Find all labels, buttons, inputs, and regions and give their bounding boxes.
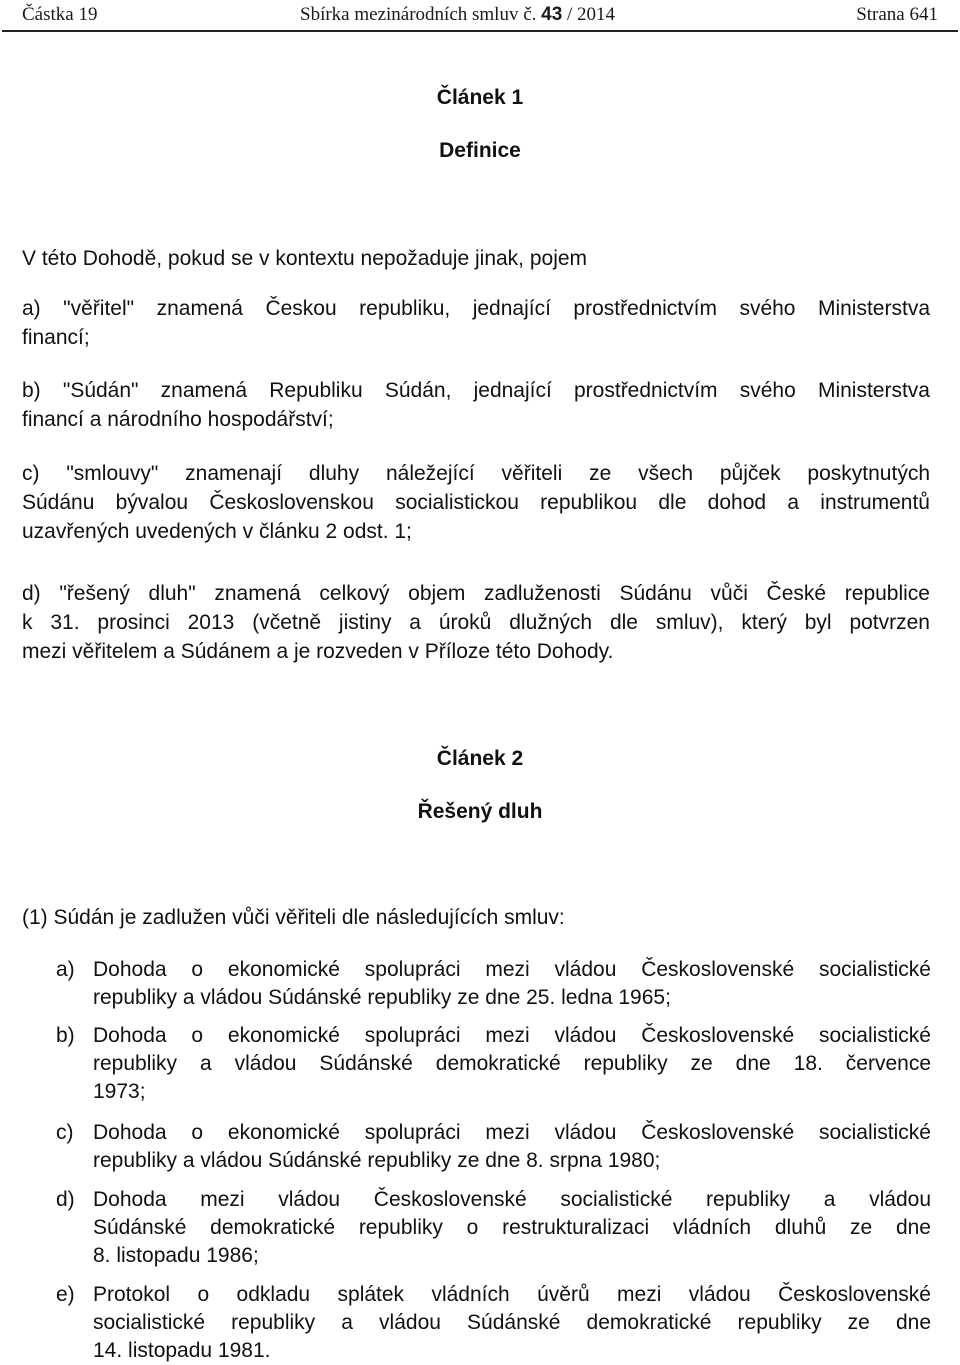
article1-subtitle: Definice: [439, 139, 521, 162]
text-line: c) "smlouvy" znamenají dluhy náležející věřiteli ze všech půjček poskytnutých: [22, 462, 930, 485]
list-item-marker: c): [56, 1121, 74, 1144]
text-line: socialistické republiky a vládou Súdánské demokratické republiky ze dne: [93, 1311, 931, 1334]
list-item-marker: d): [56, 1188, 75, 1211]
text-line: republiky a vládou Súdánské demokratické republiky ze dne 18. července: [93, 1052, 931, 1075]
text-line: Dohoda mezi vládou Československé socialistické republiky a vládou: [93, 1188, 931, 1211]
list-item-marker: b): [56, 1024, 75, 1047]
header-collection-year: / 2014: [567, 4, 616, 25]
text-line: Súdánské demokratické republiky o restrukturalizaci vládních dluhů ze dne: [93, 1216, 931, 1239]
header-page-number: Strana 641: [856, 4, 938, 25]
header-divider: [2, 30, 958, 32]
text-line: financí;: [22, 326, 90, 349]
page-header: [0, 0, 960, 30]
text-line: republiky a vládou Súdánské republiky ze dne 8. srpna 1980;: [93, 1149, 661, 1172]
text-line: Dohoda o ekonomické spolupráci mezi vládou Československé socialistické: [93, 958, 931, 981]
list-item-text: [93, 1186, 931, 1270]
list-item-text: [93, 1022, 931, 1106]
text-line: 8. listopadu 1986;: [93, 1244, 259, 1267]
article2-title: Článek 2: [436, 747, 524, 770]
text-line: Protokol o odkladu splátek vládních úvěrů mezi vládou Československé: [93, 1283, 931, 1306]
text-line: k 31. prosinci 2013 (včetně jistiny a úroků dlužných dle smluv), který byl potvrzen: [22, 611, 930, 634]
text-line: 1973;: [93, 1080, 146, 1103]
definition-b: [22, 376, 930, 434]
list-item-marker: e): [56, 1283, 75, 1306]
text-line: uzavřených uvedených v článku 2 odst. 1;: [22, 520, 412, 543]
text-line: Dohoda o ekonomické spolupráci mezi vládou Československé socialistické: [93, 1121, 931, 1144]
list-item-marker: a): [56, 958, 75, 981]
text-line: b) "Súdán" znamená Republiku Súdán, jednající prostřednictvím svého Ministerstva: [22, 379, 930, 402]
text-line: a) "věřitel" znamená Českou republiku, jednající prostřednictvím svého Ministerstva: [22, 297, 930, 320]
text-line: Súdánu bývalou Československou socialistickou republikou dle dohod a instrumentů: [22, 491, 930, 514]
header-collection-number: 43: [541, 4, 563, 25]
text-line: republiky a vládou Súdánské republiky ze dne 25. ledna 1965;: [93, 986, 671, 1009]
definition-d: [22, 579, 930, 666]
header-collection-title: [300, 4, 615, 26]
text-line: (1) Súdán je zadlužen vůči věřiteli dle následujících smluv:: [22, 906, 565, 929]
header-part-number: Částka 19: [22, 4, 98, 25]
header-collection-name: Sbírka mezinárodních smluv č.: [300, 4, 537, 25]
text-line: d) "řešený dluh" znamená celkový objem zadluženosti Súdánu vůči České republice: [22, 582, 930, 605]
text-line: 14. listopadu 1981.: [93, 1339, 271, 1362]
text-line: financí a národního hospodářství;: [22, 408, 334, 431]
definition-a: [22, 294, 930, 352]
article1-title: Článek 1: [436, 86, 524, 109]
text-line: Dohoda o ekonomické spolupráci mezi vládou Československé socialistické: [93, 1024, 931, 1047]
list-item-text: [93, 1119, 931, 1175]
article2-intro: [22, 903, 930, 932]
article2-subtitle: Řešený dluh: [417, 800, 543, 823]
definition-c: [22, 459, 930, 546]
list-item-text: [93, 956, 931, 1012]
text-line: mezi věřitelem a Súdánem a je rozveden v Příloze této Dohody.: [22, 640, 614, 663]
text-line: V této Dohodě, pokud se v kontextu nepožaduje jinak, pojem: [22, 247, 588, 270]
article1-intro: [22, 244, 930, 273]
list-item-text: [93, 1281, 931, 1365]
